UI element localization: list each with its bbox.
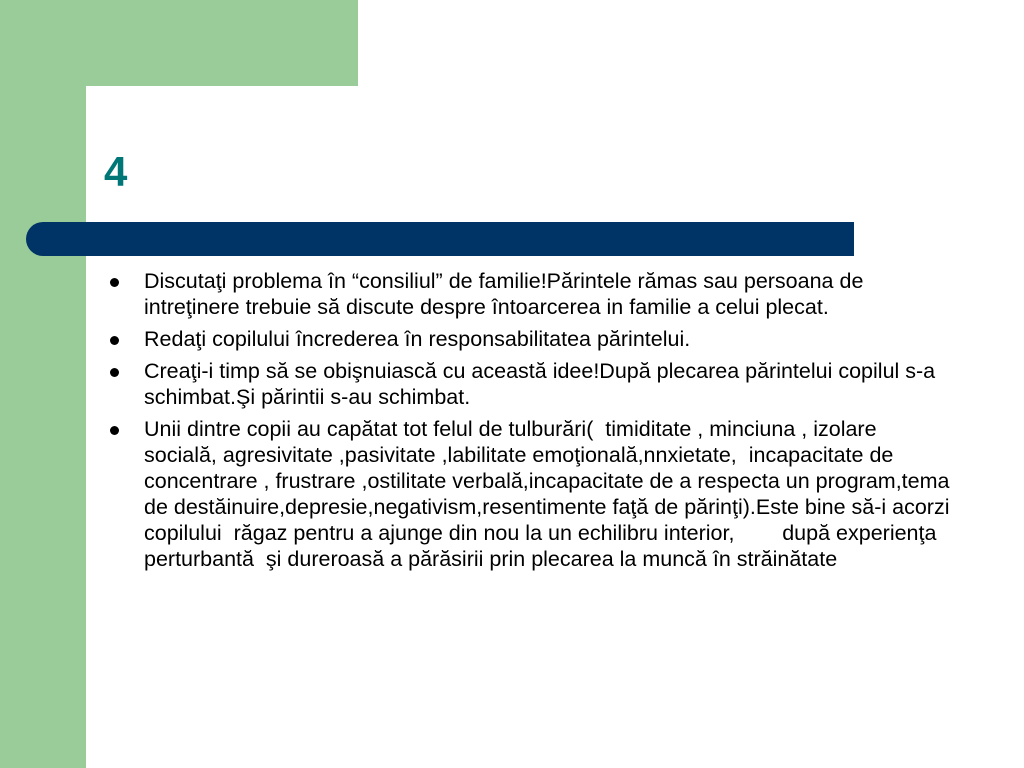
bullet-item: [104, 268, 954, 320]
green-frame-left: [0, 0, 86, 768]
bullet-text: Discutaţi problema în “consiliul” de familie!Părintele rămas sau persoana de intreţinere trebuie să discute despre întoarcerea in familie a celui plecat.: [144, 269, 870, 319]
bullet-dot-icon: [110, 426, 119, 435]
bullet-text: Unii dintre copii au capătat tot felul de tulburări( timiditate , minciuna , izolare socială, agresivitate ,pasivitate ,labilitate emoţională,nnxietate, incapacitate de concentrare , frustrare ,ostilitate verbală,incapacitate de a respecta un program,tema de destăinuire,depresie,negativism,resentimente faţă de părinţi).Este bine să-i acorzi copilului răgaz pentru a ajunge din nou la un echilibru interior, după experienţa perturbantă şi dureroasă a părăsirii prin plecarea la muncă în străinătate: [144, 417, 956, 571]
slide-title: 4: [104, 148, 128, 195]
bullet-dot-icon: [110, 278, 119, 287]
title-divider-bar: [26, 222, 854, 256]
bullet-dot-icon: [110, 336, 119, 345]
bullet-list: [104, 268, 954, 578]
bullet-item: [104, 358, 954, 410]
bullet-text: Creaţi-i timp să se obişnuiască cu această idee!După plecarea părintelui copilul s-a schimbat.Şi părintii s-au schimbat.: [144, 359, 942, 409]
bullet-text: Redaţi copilului încrederea în responsabilitatea părintelui.: [144, 327, 691, 351]
bullet-item: [104, 326, 954, 352]
bullet-item: [104, 416, 954, 572]
bullet-dot-icon: [110, 368, 119, 377]
